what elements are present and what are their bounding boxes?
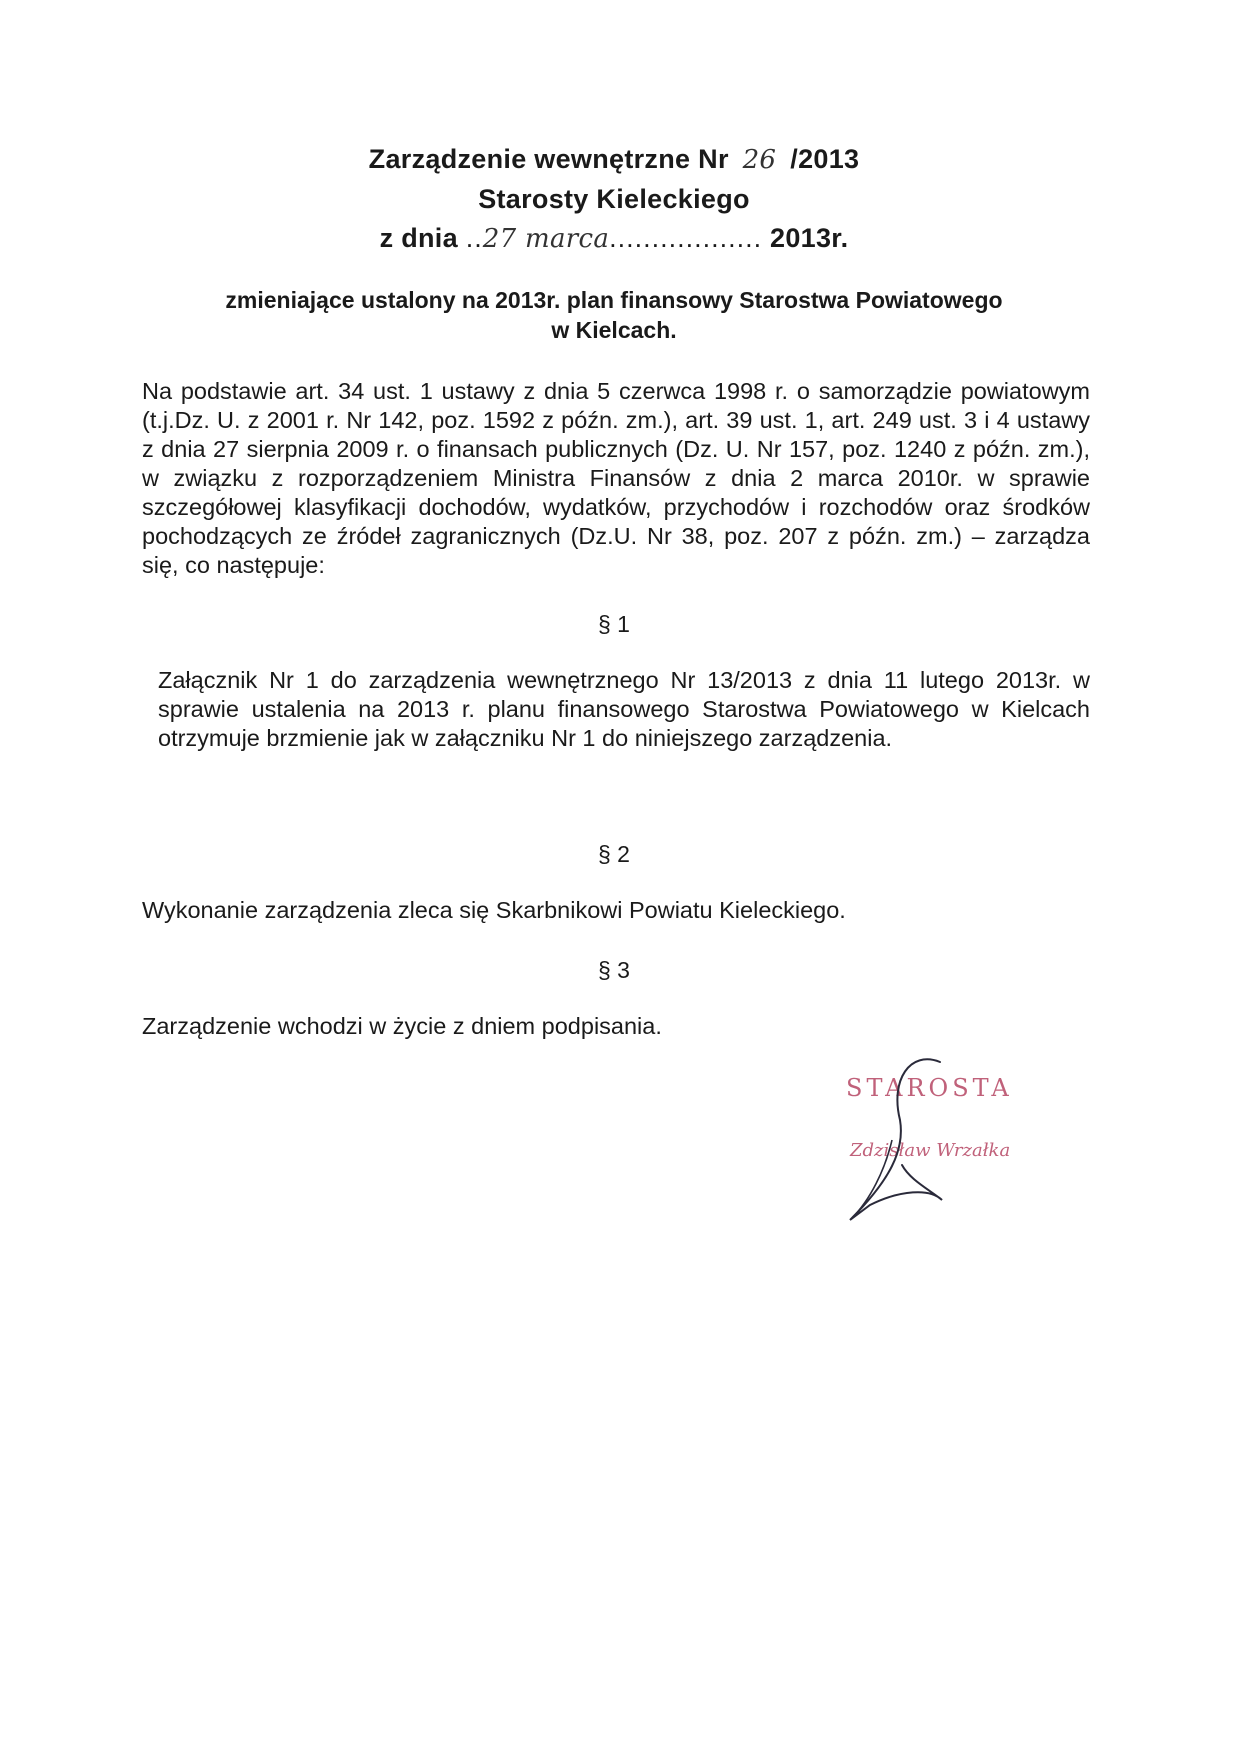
subtitle-line-2: w Kielcach.: [551, 317, 677, 343]
section-1-text: Załącznik Nr 1 do zarządzenia wewnętrznego Nr 13/2013 z dnia 11 lutego 2013r. w sprawie ustalenia na 2013 r. planu finansowego Starostwa Powiatowego w Kielcach otrzymuje brzmienie jak w załączniku Nr 1 do niniejszego zarządzenia.: [158, 667, 1090, 751]
official-stamp: [830, 1040, 1070, 1230]
handwritten-signature: [830, 1040, 1070, 1230]
stamp-name: Zdzisław Wrzałka: [850, 1140, 1011, 1161]
title-line-1: [0, 140, 1228, 180]
date-suffix: 2013r.: [770, 223, 849, 253]
title-block: [0, 140, 1228, 259]
section-3-text: Zarządzenie wchodzi w życie z dniem podpisania.: [142, 1013, 662, 1039]
title-line-2: Starosty Kieleckiego: [478, 184, 750, 214]
legal-basis-paragraph: Na podstawie art. 34 ust. 1 ustawy z dnia 5 czerwca 1998 r. o samorządzie powiatowym (t.j.Dz. U. z 2001 r. Nr 142, poz. 1592 z późn. zm.), art. 39 ust. 1, art. 249 ust. 3 i 4 ustawy z dnia 27 sierpnia 2009 r. o finansach publicznych (Dz. U. Nr 157, poz. 1240 z późn. zm.), w związku z rozporządzeniem Ministra Finansów z dnia 2 marca 2010r. w sprawie szczegółowej klasyfikacji dochodów, wydatków, przychodów i rozchodów oraz środków pochodzących ze źródeł zagranicznych (Dz.U. Nr 38, poz. 207 z późn. zm.) – zarządza się, co następuje:: [142, 378, 1090, 578]
title-suffix: /2013: [790, 144, 860, 174]
title-line-3: [0, 219, 1228, 259]
section-3-heading: § 3: [598, 957, 630, 983]
date-dots-right: ..................: [609, 223, 763, 253]
section-2-heading: § 2: [598, 841, 630, 867]
handwritten-date: 27 marca: [482, 224, 610, 254]
section-1-heading: § 1: [598, 611, 630, 637]
stamp-title: STAROSTA: [846, 1074, 1013, 1102]
handwritten-number: 26: [742, 145, 777, 175]
date-prefix: z dnia: [379, 223, 458, 253]
subtitle: [0, 285, 1228, 345]
title-prefix: Zarządzenie wewnętrzne Nr: [368, 144, 729, 174]
date-dots-left: ..: [465, 223, 483, 253]
subtitle-line-1: zmieniające ustalony na 2013r. plan finansowy Starostwa Powiatowego: [225, 287, 1003, 313]
section-2-text: Wykonanie zarządzenia zleca się Skarbnikowi Powiatu Kieleckiego.: [142, 897, 846, 923]
